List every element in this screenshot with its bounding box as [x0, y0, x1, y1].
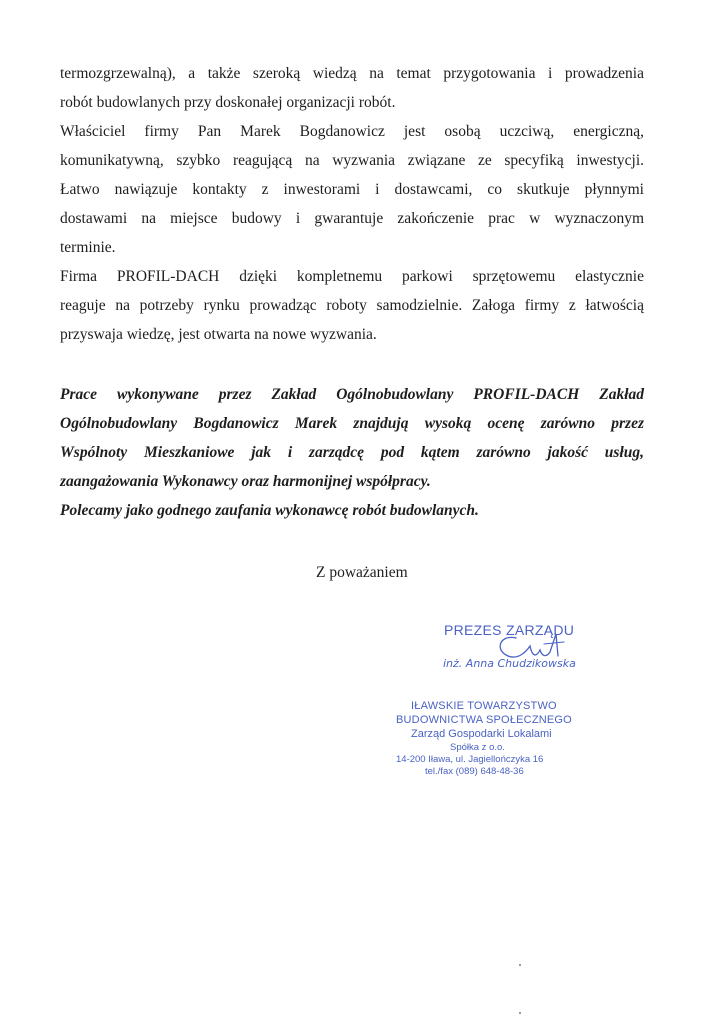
stamp-title: PREZES ZARZĄDU: [444, 622, 575, 638]
recommendation-line: Polecamy jako godnego zaufania wykonawcę robót budowlanych.: [60, 502, 479, 519]
body-line: termozgrzewalną), a także szeroką wiedzą na temat przygotowania i prowadzenia: [60, 65, 644, 82]
closing-text: Z poważaniem: [316, 564, 408, 581]
company-stamp-line6: tel./fax (089) 648-48-36: [425, 766, 524, 777]
company-stamp-line5: 14-200 Iława, ul. Jagiellończyka 16: [396, 754, 544, 765]
company-stamp-line2: BUDOWNICTWA SPOŁECZNEGO: [396, 714, 572, 726]
recommendation-line: zaangażowania Wykonawcy oraz harmonijnej współpracy.: [60, 473, 431, 490]
body-line: Firma PROFIL-DACH dzięki kompletnemu parkowi sprzętowemu elastycznie: [60, 268, 644, 285]
recommendation-line: Ogólnobudowlany Bogdanowicz Marek znajdują wysoką ocenę zarówno przez: [60, 415, 644, 432]
recommendation-line: Prace wykonywane przez Zakład Ogólnobudowlany PROFIL-DACH Zakład: [60, 386, 644, 403]
body-line: reaguje na potrzeby rynku prowadząc roboty samodzielnie. Załoga firmy z łatwością: [60, 297, 644, 314]
body-line: Właściciel firmy Pan Marek Bogdanowicz jest osobą uczciwą, energiczną,: [60, 123, 644, 140]
body-line: robót budowlanych przy doskonałej organizacji robót.: [60, 94, 396, 111]
body-line: przyswaja wiedzę, jest otwarta na nowe wyzwania.: [60, 326, 377, 343]
company-stamp-line1: IŁAWSKIE TOWARZYSTWO: [411, 700, 557, 712]
company-stamp-line3: Zarząd Gospodarki Lokalami: [411, 728, 552, 740]
company-stamp-line4: Spółka z o.o.: [450, 742, 505, 753]
body-line: terminie.: [60, 239, 116, 256]
stamp-name: inż. Anna Chudzikowska: [443, 657, 576, 670]
body-line: dostawami na miejsce budowy i gwarantuje zakończenie prac w wyznaczonym: [60, 210, 644, 227]
body-line: komunikatywną, szybko reagującą na wyzwania związane ze specyfiką inwestycji.: [60, 152, 644, 169]
recommendation-line: Wspólnoty Mieszkaniowe jak i zarządcę pod kątem zarówno jakość usług,: [60, 444, 644, 461]
scan-speck: [519, 1012, 521, 1014]
body-line: Łatwo nawiązuje kontakty z inwestorami i dostawcami, co skutkuje płynnymi: [60, 181, 644, 198]
scan-speck: [519, 964, 521, 966]
